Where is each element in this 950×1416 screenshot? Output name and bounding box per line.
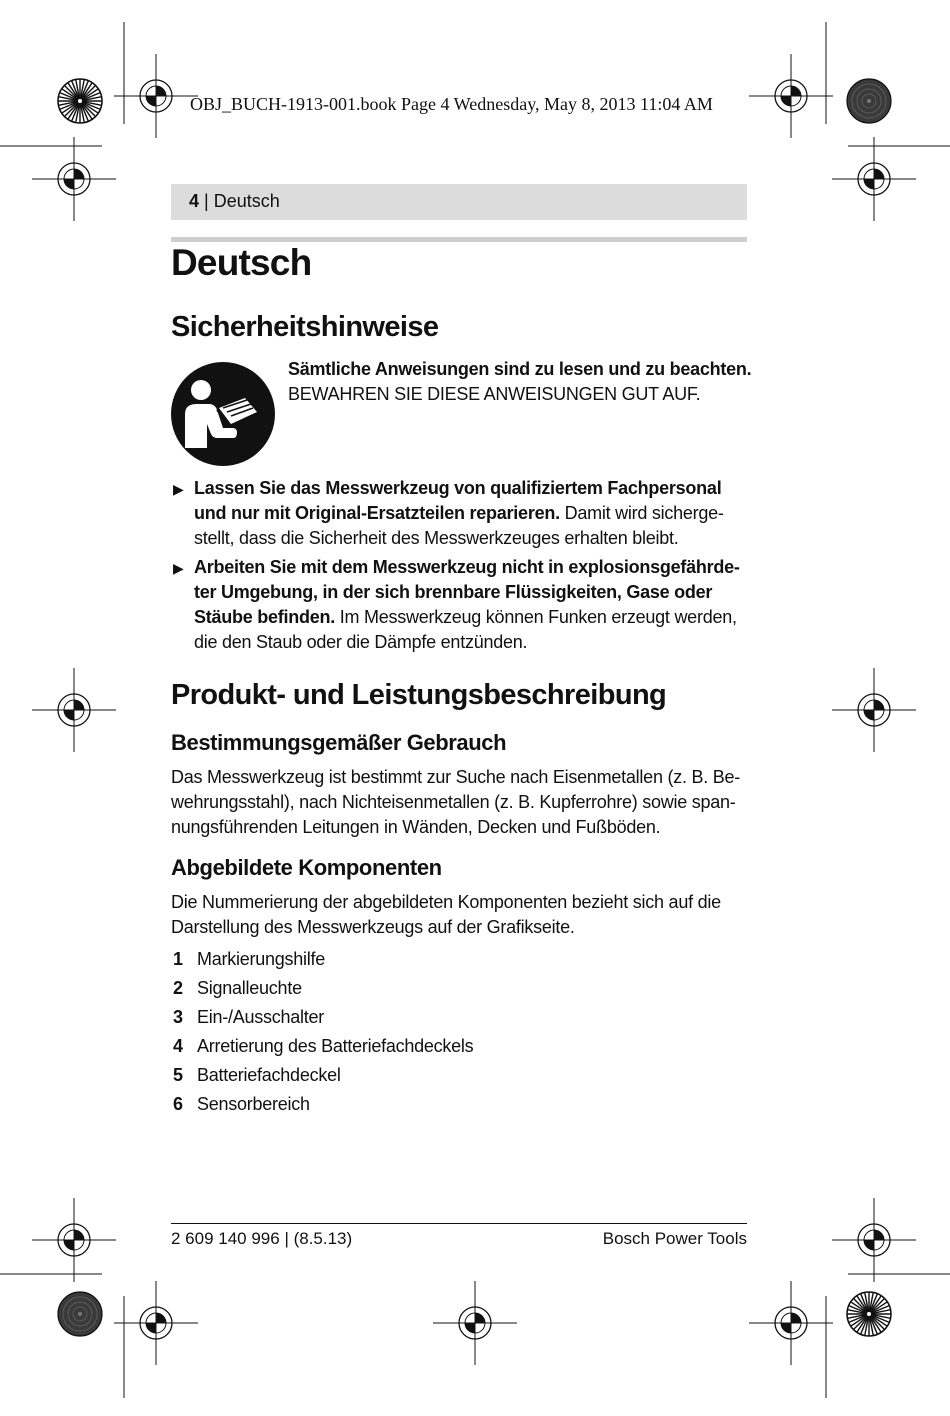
components-heading: Abgebildete Komponenten bbox=[171, 855, 442, 880]
bullet-line: Lassen Sie das Messwerkzeug von qualifiziertem Fachpersonal bbox=[194, 478, 722, 498]
read-manual-icon bbox=[171, 362, 275, 466]
product-heading: Produkt- und Leistungsbeschreibung bbox=[171, 679, 667, 711]
header-section: Deutsch bbox=[213, 191, 280, 211]
bullet-line: Stäube befinden. Im Messwerkzeug können Funken erzeugt werden, bbox=[194, 607, 737, 627]
page-header bbox=[171, 184, 747, 220]
safety-heading: Sicherheitshinweise bbox=[171, 311, 439, 343]
components-intro-line: Die Nummerierung der abgebildeten Komponenten bezieht sich auf die bbox=[171, 892, 721, 912]
footer-brand: Bosch Power Tools bbox=[602, 1229, 747, 1248]
page-title: Deutsch bbox=[171, 242, 312, 283]
component-item: 6 Sensorbereich bbox=[173, 1094, 310, 1114]
safety-bullet-marker-1: ▶ bbox=[173, 481, 184, 497]
header-text bbox=[189, 191, 280, 212]
usage-line: nungsführenden Leitungen in Wänden, Decken und Fußböden. bbox=[171, 817, 661, 837]
footer-rule bbox=[171, 1223, 747, 1224]
usage-text bbox=[171, 765, 740, 840]
header-separator: | bbox=[199, 191, 214, 211]
bullet-line: die den Staub oder die Dämpfe entzünden. bbox=[194, 632, 528, 652]
safety-bullet-2 bbox=[194, 555, 740, 655]
safety-bullet-marker-2: ▶ bbox=[173, 560, 184, 576]
usage-heading: Bestimmungsgemäßer Gebrauch bbox=[171, 730, 507, 755]
usage-line: wehrungsstahl), nach Nichteisenmetallen (z. B. Kupferrohre) sowie span- bbox=[171, 792, 736, 812]
component-item: 4 Arretierung des Batteriefachdeckels bbox=[173, 1036, 474, 1056]
components-intro bbox=[171, 890, 721, 940]
safety-intro-bold: Sämtliche Anweisungen sind zu lesen und zu beachten. bbox=[288, 359, 752, 379]
book-info-line: OBJ_BUCH-1913-001.book Page 4 Wednesday, May 8, 2013 11:04 AM bbox=[190, 94, 713, 114]
page-number: 4 bbox=[189, 191, 200, 211]
component-item: 5 Batteriefachdeckel bbox=[173, 1065, 341, 1085]
usage-line: Das Messwerkzeug ist bestimmt zur Suche nach Eisenmetallen (z. B. Be- bbox=[171, 767, 740, 787]
bullet-line: und nur mit Original-Ersatzteilen reparieren. Damit wird sicherge- bbox=[194, 503, 724, 523]
safety-intro bbox=[288, 357, 751, 407]
component-item: 1 Markierungshilfe bbox=[173, 949, 326, 969]
bullet-line: stellt, dass die Sicherheit des Messwerkzeuges erhalten bleibt. bbox=[194, 528, 679, 548]
components-list bbox=[173, 945, 473, 1119]
component-item: 2 Signalleuchte bbox=[173, 978, 302, 998]
bullet-line: Arbeiten Sie mit dem Messwerkzeug nicht in explosionsgefährde- bbox=[194, 557, 740, 577]
components-intro-line: Darstellung des Messwerkzeugs auf der Grafikseite. bbox=[171, 917, 575, 937]
component-item: 3 Ein-/Ausschalter bbox=[173, 1007, 325, 1027]
safety-bullet-1 bbox=[194, 476, 724, 551]
footer-doc-number: 2 609 140 996 | (8.5.13) bbox=[171, 1229, 353, 1248]
safety-intro-caps: BEWAHREN SIE DIESE ANWEISUNGEN GUT AUF. bbox=[288, 384, 701, 404]
bullet-line: ter Umgebung, in der sich brennbare Flüssigkeiten, Gase oder bbox=[194, 582, 713, 602]
